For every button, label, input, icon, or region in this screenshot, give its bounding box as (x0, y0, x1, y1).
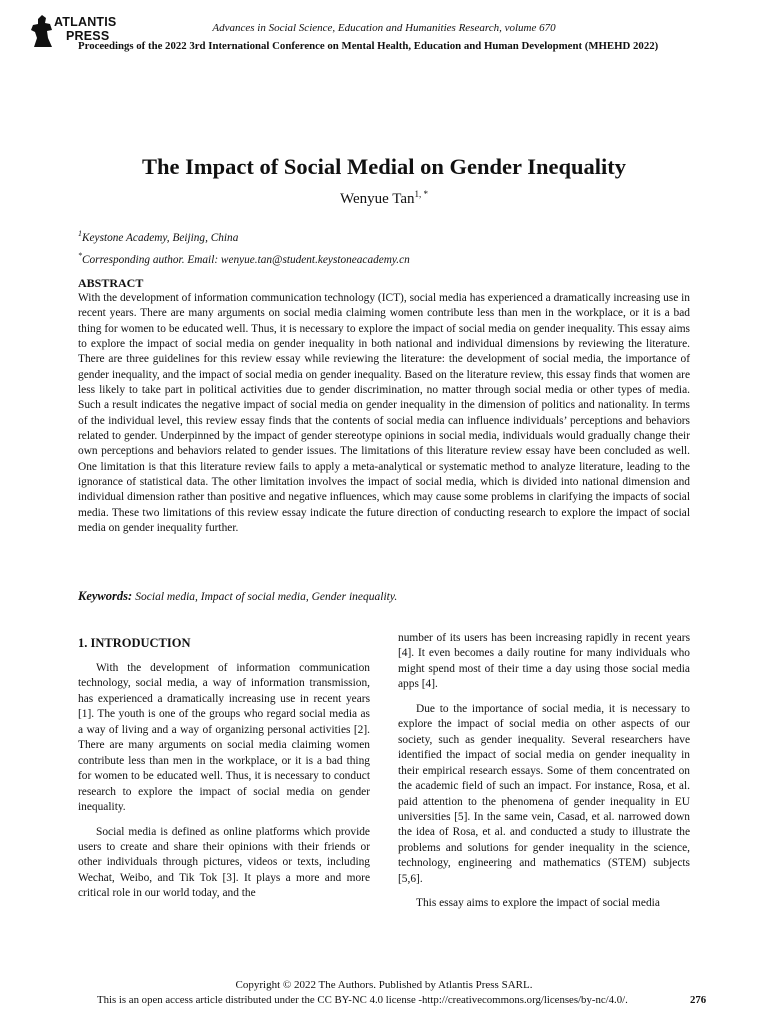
section-heading-introduction: 1. INTRODUCTION (78, 636, 191, 650)
affiliation-mark: 1 (78, 229, 82, 238)
page-number: 276 (690, 994, 707, 1006)
keywords-value: Social media, Impact of social media, Gender inequality. (135, 591, 398, 603)
author-name: Wenyue Tan (339, 191, 415, 207)
paper-title: The Impact of Social Medial on Gender Inequality (142, 154, 626, 179)
corresponding-mark: * (78, 250, 82, 260)
body-paragraph: With the development of information communication technology, social media, a way of information transmission, has experienced a dramatically increasing use in recent years [1]. The youth is one of the groups who regard social media as a way of living and a way of organizing personal activities [2]. There are many arguments on social media claiming women contribute less than men in the workplace, or it is a bad thing for women to be educated well. Thus, it is necessary to conduct research to explore the impact of social media on gender inequality. (78, 662, 370, 814)
logo-text-atlantis: ATLANTIS (54, 15, 117, 29)
author-line (0, 189, 768, 208)
body-paragraph: number of its users has been increasing rapidly in recent years [4]. It even becomes a daily routine for many individuals who might spend most of their time a day using those social media apps [4]. (398, 632, 690, 691)
affiliation-text: Keystone Academy, Beijing, China (82, 231, 239, 244)
left-column (78, 661, 370, 902)
body-paragraph: Due to the importance of social media, it is necessary to explore the impact of social media on other aspects of our society, such as gender inequality. Several researchers have identified the impact of social media on gender inequality in their empirical research essays. Some of them concentrated on the academic field of such an impact. For instance, Rosa, et al. paid attention to the phenomena of gender inequality in EU universities [5]. In the same vein, Casad, et al. narrowed down the idea of Rosa, et al. and conducted a study to illustrate the problems and solutions for gender inequality in the science, technology, engineering and mathematics (STEM) subjects [5,6]. (398, 702, 690, 885)
abstract-heading: ABSTRACT (78, 276, 144, 290)
keywords (78, 589, 397, 604)
affiliation-line (78, 225, 410, 247)
body-paragraph: Social media is defined as online platforms which provide users to create and share their opinions with their friends or other individuals through pictures, videos or texts, including Wechat, Weibo, and Tik Tok [3]. It plays a more and more critical role in our world today, and the (78, 825, 370, 900)
author-marks: 1, * (414, 189, 429, 199)
license-notice: This is an open access article distributed under the CC BY-NC 4.0 license -http://creativecommons.org/licenses/by-nc/4.0/. (97, 994, 628, 1006)
logo-text-press: PRESS (66, 29, 110, 43)
body-paragraph: This essay aims to explore the impact of social media (416, 897, 660, 910)
journal-name: Advances in Social Science, Education and Humanities Research, volume 670 (212, 22, 556, 34)
affiliations (78, 225, 410, 269)
keywords-label: Keywords: (78, 589, 133, 603)
right-column (398, 631, 690, 912)
proceedings-title: Proceedings of the 2022 3rd International Conference on Mental Health, Education and Human Development (MHEHD 2022) (78, 40, 659, 52)
abstract-text: With the development of information communication technology (ICT), social media has experienced a dramatically increasing use in recent years. There are many arguments on social media claiming women contribute less than men in the workplace, or it is a bad thing for women to be educated well. Thus, it is necessary to explore the impact of social media on gender inequality. This essay aims to explore the impact of social media on gender inequality in both national and individual dimensions by reviewing the literature. There are three guidelines for this review essay while reviewing the literature: the development of social media, the importance of gender inequality, and the impact of social media on gender inequality. Based on the literature review, this essay finds that women are less likely to take part in political activities due to gender discrimination, no matter through social media or other types of media. Such a result indicates the negative impact of social media on gender inequality in the dimension of politics and nationality. In terms of the individual level, this review essay finds that the contents of social media can influence individuals’ perceptions and behaviors related to gender. Underpinned by the impact of gender stereotype opinions in social media, individuals would gradually change their own perceptions and behaviors related to gender issues. The limitations of this literature review essay have been concluded as well. One limitation is that this literature review fails to apply a meta-analytical or systematic method to analyze literature, leading to the ignorance of statistical data. The other limitation involves the impact of social media, which is divided into national dimension and individual dimension rather than positive and negative influences, which may cause some problems in clarifying the impacts of social media. These two limitations of this review essay indicate the future direction of conducting research to explore the impact of social media on gender inequality further. (78, 292, 690, 535)
corresponding-author: Corresponding author. Email: wenyue.tan@student.keystoneacademy.cn (82, 253, 410, 266)
corresponding-line (78, 247, 410, 269)
copyright-notice: Copyright © 2022 The Authors. Published by Atlantis Press SARL. (235, 979, 533, 991)
